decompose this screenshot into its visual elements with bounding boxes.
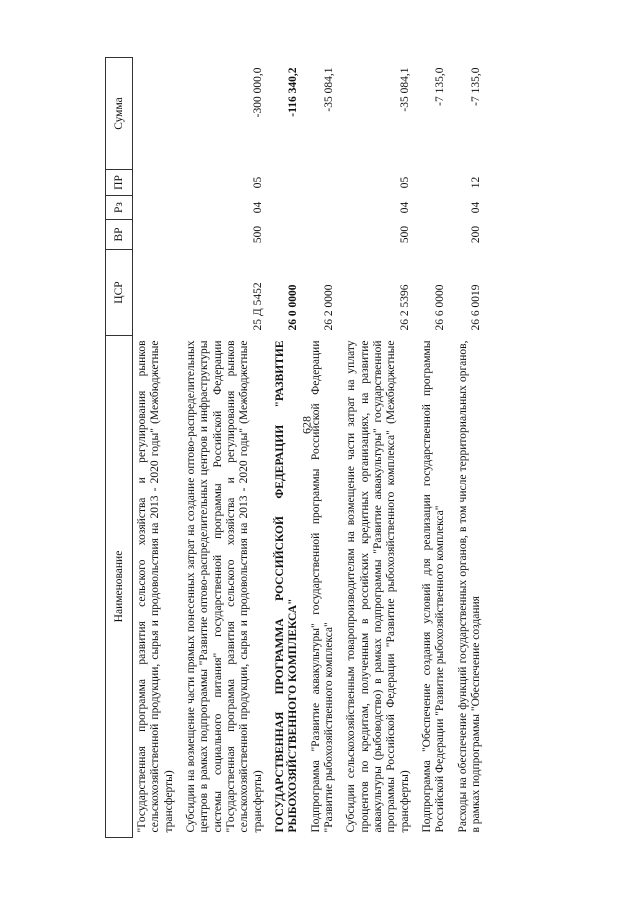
row-csr: 25 Д 5452 xyxy=(251,282,264,331)
row-sum: -35 084,1 xyxy=(398,67,411,112)
table-row xyxy=(182,58,271,838)
row-csr: 26 6 0000 xyxy=(434,284,447,331)
header-pr: ПР xyxy=(106,170,133,196)
header-name: Наименование xyxy=(106,336,133,838)
row-rz xyxy=(271,196,307,220)
row-vr: 200 xyxy=(469,225,482,244)
row-sum xyxy=(133,58,182,170)
table-row xyxy=(342,58,418,838)
row-csr: 26 6 0019 xyxy=(469,284,482,331)
row-name: Подпрограмма "Обеспечение создания условий для реализации государственной программы Российской Федерации "Развитие рыбохозяйственного комплекса" xyxy=(420,340,447,833)
row-name: ГОСУДАРСТВЕННАЯ ПРОГРАММА РОССИЙСКОЙ ФЕДЕРАЦИИ "РАЗВИТИЕ РЫБОХОЗЯЙСТВЕННОГО КОМПЛЕКСА" xyxy=(273,340,300,833)
row-vr xyxy=(133,220,182,250)
row-pr xyxy=(133,170,182,196)
table-row xyxy=(418,58,454,838)
row-pr: 05 xyxy=(398,176,411,189)
row-sum: -7 135,0 xyxy=(434,67,447,106)
row-vr xyxy=(271,220,307,250)
row-rz: 04 xyxy=(469,201,482,214)
row-sum: -300 000,0 xyxy=(251,67,264,118)
header-csr: ЦСР xyxy=(106,250,133,336)
row-sum: -116 340,2 xyxy=(287,67,300,117)
row-name: "Государственная программа развития сельского хозяйства и регулирования рынков сельскохозяйственной продукции, сырья и продовольствия на 2013 - 2020 годы" (Межбюджетные трансферты) xyxy=(136,340,175,833)
row-name: Подпрограмма "Развитие аквакультуры" государственной программы Российской Федерации "Развитие рыбохозяйственного комплекса" xyxy=(309,340,335,833)
row-vr: 500 xyxy=(251,225,264,244)
table-header-row xyxy=(106,58,133,838)
table-row xyxy=(133,58,182,838)
header-sum: Сумма xyxy=(106,58,133,170)
row-rz xyxy=(418,196,454,220)
row-pr xyxy=(418,170,454,196)
table-row xyxy=(271,58,307,838)
row-csr: 26 0 0000 xyxy=(287,284,300,331)
row-sum: -7 135,0 xyxy=(469,67,482,106)
row-csr: 26 2 0000 xyxy=(322,284,335,331)
table-row xyxy=(307,58,343,838)
row-name: Расходы на обеспечение функций государственных органов, в том числе территориальных органов, в рамках подпрограммы "Обеспечение создания xyxy=(456,340,482,833)
row-pr: 05 xyxy=(251,176,264,189)
row-rz xyxy=(133,196,182,220)
row-rz: 04 xyxy=(398,201,411,214)
row-pr xyxy=(271,170,307,196)
row-vr xyxy=(307,220,343,250)
header-rz: Рз xyxy=(106,196,133,220)
row-sum: -35 084,1 xyxy=(322,67,335,112)
row-csr xyxy=(133,250,182,336)
budget-table xyxy=(105,58,540,838)
row-rz xyxy=(307,196,343,220)
row-rz: 04 xyxy=(251,201,264,214)
row-vr: 500 xyxy=(398,225,411,244)
row-name: Субсидии сельскохозяйственным товаропроизводителям на возмещение части затрат на уплату процентов по кредитам, полученным в российских кредитных организациях, на развитие аквакультуры (рыбоводство) в рамках подпрограммы "Развитие аквакультуры" государственной программы Российской Федерации "Развитие рыбохозяйственного комплекса" (Межбюджетные трансферты) xyxy=(345,340,411,833)
header-vr: ВР xyxy=(106,220,133,250)
row-pr: 12 xyxy=(469,176,482,189)
page-number: 628 xyxy=(299,416,314,434)
row-name: Субсидии на возмещение части прямых понесенных затрат на создание оптово-распределительных центров в рамках подпрограммы "Развитие оптово-распределительных центров и инфраструктуры системы социального питания" государственной программы Российской Федерации "Государственная программа развития сельского хозяйства и регулирования рынков сельскохозяйственной продукции, сырья и продовольствия на 2013 - 2020 годы" (Межбюджетные трансферты) xyxy=(184,340,264,833)
row-pr xyxy=(307,170,343,196)
table-row xyxy=(454,58,490,838)
row-vr xyxy=(418,220,454,250)
row-csr: 26 2 5396 xyxy=(398,284,411,331)
